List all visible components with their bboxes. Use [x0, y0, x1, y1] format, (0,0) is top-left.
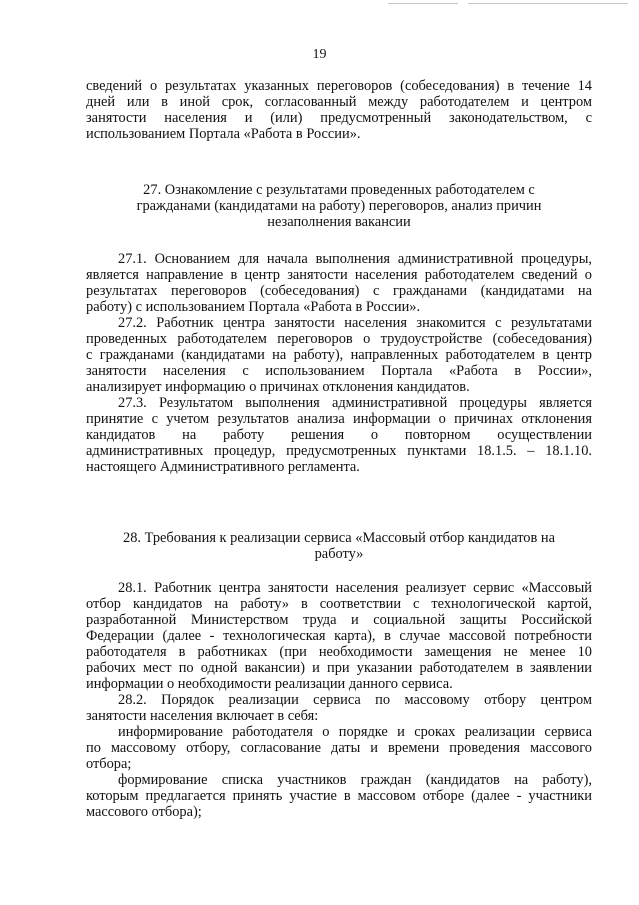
text-line: административных процедур, предусмотренных пунктами 18.1.5. – 18.1.10.	[86, 443, 592, 459]
text-line: занятости населения и (или) предусмотренный законодательством, с	[86, 110, 592, 126]
text-line: дней или в иной срок, согласованный между работодателем и центром	[86, 94, 592, 110]
heading-line: работу»	[314, 546, 364, 562]
heading-line: 28. Требования к реализации сервиса «Массовый отбор кандидатов на	[123, 530, 555, 546]
text-line: настоящего Административного регламента.	[86, 459, 360, 475]
text-line: результатах переговоров (собеседования) с гражданами (кандидатами на	[86, 283, 592, 299]
text-line: массового отбора);	[86, 804, 202, 820]
text-line: проведенных работодателем переговоров о трудоустройстве (собеседования)	[86, 331, 592, 347]
section-27-heading	[86, 182, 592, 230]
text-line: по массовому отбору, согласование даты и времени проведения массового	[86, 740, 592, 756]
text-line: формирование списка участников граждан (кандидатов на работу),	[118, 772, 592, 788]
text-line: 27.3. Результатом выполнения административной процедуры является	[118, 395, 592, 411]
text-line: 28.2. Порядок реализации сервиса по массовому отбору центром	[118, 692, 592, 708]
text-line: использованием Портала «Работа в России».	[86, 126, 361, 142]
text-line: кандидатов на работу решения о повторном осуществлении	[86, 427, 592, 443]
text-line: работу) с использованием Портала «Работа в России».	[86, 299, 421, 315]
text-line: занятости населения включает в себя:	[86, 708, 319, 724]
text-line: которым предлагается принять участие в массовом отборе (далее - участники	[86, 788, 592, 804]
intro-paragraph	[86, 78, 592, 142]
text-line: работодателя в работниках (при необходимости замещения не менее 10	[86, 644, 592, 660]
text-line: отбора;	[86, 756, 132, 772]
text-line: является направление в центр занятости населения работодателем сведений о	[86, 267, 592, 283]
text-line: 28.1. Работник центра занятости населения реализует сервис «Массовый	[118, 580, 592, 596]
text-line: информации о необходимости реализации данного сервиса.	[86, 676, 453, 692]
text-line: занятости населения с использованием Портала «Работа в России»,	[86, 363, 592, 379]
section-28-heading	[86, 530, 592, 562]
scan-edge-line	[468, 3, 628, 4]
text-line: 27.2. Работник центра занятости населения знакомится с результатами	[118, 315, 592, 331]
text-line: информирование работодателя о порядке и сроках реализации сервиса	[118, 724, 592, 740]
heading-line: незаполнения вакансии	[267, 214, 411, 230]
section-28-body	[86, 580, 592, 820]
heading-line: гражданами (кандидатами на работу) переговоров, анализ причин	[136, 198, 542, 214]
text-line: рабочих мест по одной вакансии) и при указании работодателем в заявлении	[86, 660, 592, 676]
section-27-body	[86, 251, 592, 475]
text-line: сведений о результатах указанных переговоров (собеседования) в течение 14	[86, 78, 592, 94]
text-line: с гражданами (кандидатами на работу), направленных работодателем в центр	[86, 347, 592, 363]
page-number: 19	[312, 47, 327, 62]
scan-edge-line	[388, 3, 458, 4]
text-line: отбор кандидатов на работу» в соответствии с технологической картой,	[86, 596, 592, 612]
heading-line: 27. Ознакомление с результатами проведенных работодателем с	[143, 182, 535, 198]
text-line: анализирует информацию о причинах отклонения кандидатов.	[86, 379, 470, 395]
text-line: разработанной Министерством труда и социальной защиты Российской	[86, 612, 592, 628]
text-line: принятие с учетом результатов анализа информации о причинах отклонения	[86, 411, 592, 427]
text-line: 27.1. Основанием для начала выполнения административной процедуры,	[118, 251, 592, 267]
text-line: Федерации (далее - технологическая карта), в случае массовой потребности	[86, 628, 592, 644]
